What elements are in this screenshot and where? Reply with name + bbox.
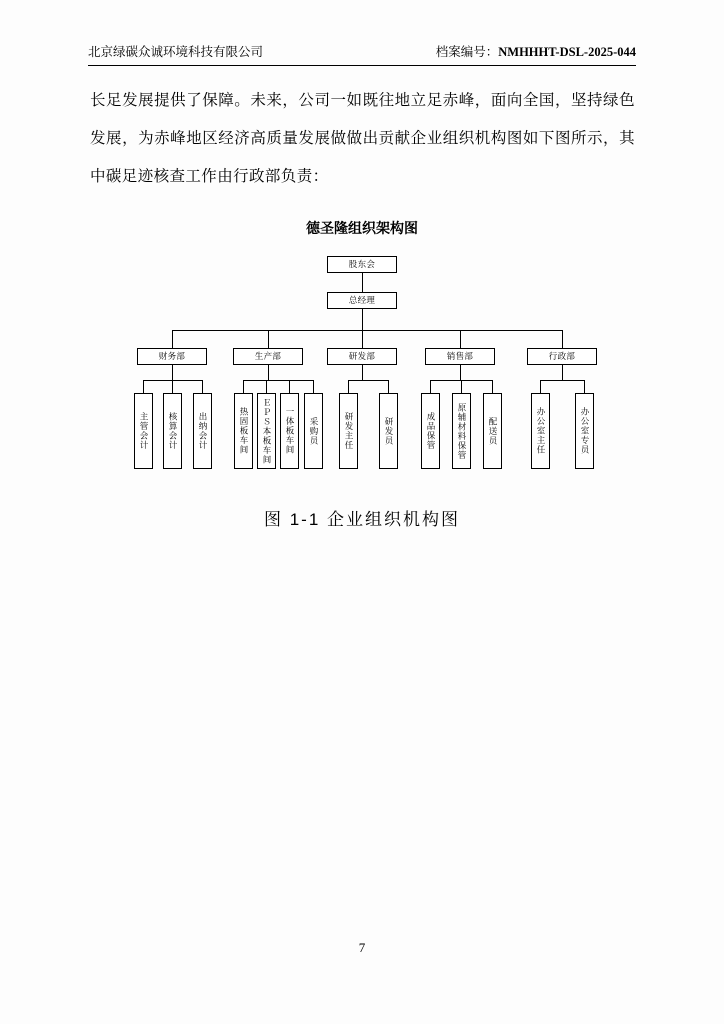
- org-node-thermoset-workshop: 热固板车间: [234, 393, 253, 469]
- org-node-office-specialist: 办公室专员: [575, 393, 594, 469]
- org-node-raw-material-keeper: 原辅材料保管: [452, 393, 471, 469]
- connector-line: [362, 365, 363, 380]
- connector-bus: [540, 380, 584, 381]
- connector-line: [313, 380, 314, 393]
- org-node-integrated-board-workshop: 一体板车间: [280, 393, 299, 469]
- org-node-delivery-staff: 配送员: [483, 393, 502, 469]
- connector-line: [562, 365, 563, 380]
- connector-line: [461, 380, 462, 393]
- org-chart: [0, 248, 724, 498]
- org-chart-title: 德圣隆组织架构图: [306, 220, 418, 236]
- connector-line: [362, 309, 363, 330]
- connector-bus: [348, 380, 388, 381]
- header-doc-code: [436, 42, 636, 60]
- figure-caption: 图 1-1 企业组织机构图: [263, 510, 461, 529]
- org-node-cashier-accountant: 出纳会计: [193, 393, 212, 469]
- org-node-admin-dept: 行政部: [527, 348, 597, 365]
- connector-line: [388, 380, 389, 393]
- page-header: [88, 42, 636, 66]
- connector-line: [172, 365, 173, 380]
- page-number: 7: [358, 940, 366, 955]
- connector-line: [362, 273, 363, 292]
- org-node-finance-dept: 财务部: [137, 348, 207, 365]
- org-node-office-director: 办公室主任: [531, 393, 550, 469]
- org-node-cost-accountant: 核算会计: [163, 393, 182, 469]
- connector-line: [430, 380, 431, 393]
- connector-line: [172, 330, 173, 348]
- connector-line: [268, 365, 269, 380]
- connector-line: [143, 380, 144, 393]
- connector-line: [266, 380, 267, 393]
- connector-line: [460, 365, 461, 380]
- connector-line: [172, 380, 173, 393]
- connector-line: [202, 380, 203, 393]
- connector-bus: [172, 330, 562, 331]
- connector-line: [584, 380, 585, 393]
- org-node-rnd-staff: 研发员: [379, 393, 398, 469]
- org-node-purchaser: 采购员: [304, 393, 323, 469]
- org-node-shareholders: 股东会: [327, 256, 397, 273]
- connector-line: [268, 330, 269, 348]
- org-node-sales-dept: 销售部: [425, 348, 495, 365]
- header-doc-code-value: NMHHHT-DSL-2025-044: [498, 45, 636, 59]
- connector-line: [460, 330, 461, 348]
- connector-line: [562, 330, 563, 348]
- body-paragraph: 长足发展提供了保障。未来，公司一如既往地立足赤峰，面向全国，坚持绿色发展，为赤峰地区经济高质量发展做做出贡献企业组织机构图如下图所示，其中碳足迹核查工作由行政部负责：: [90, 92, 635, 185]
- connector-line: [492, 380, 493, 393]
- header-doc-label: 档案编号：: [435, 45, 499, 59]
- connector-bus: [243, 380, 313, 381]
- org-node-production-dept: 生产部: [233, 348, 303, 365]
- connector-line: [540, 380, 541, 393]
- header-company-name: 北京绿碳众诚环境科技有限公司: [88, 45, 264, 59]
- org-node-chief-accountant: 主管会计: [134, 393, 153, 469]
- connector-line: [362, 330, 363, 348]
- connector-line: [348, 380, 349, 393]
- org-node-finished-goods-keeper: 成品保管: [421, 393, 440, 469]
- org-node-rnd-dept: 研发部: [327, 348, 397, 365]
- org-node-rnd-director: 研发主任: [339, 393, 358, 469]
- connector-line: [243, 380, 244, 393]
- connector-line: [289, 380, 290, 393]
- org-node-eps-workshop: ＥＰＳ本板车间: [257, 393, 276, 469]
- org-node-general-manager: 总经理: [327, 292, 397, 309]
